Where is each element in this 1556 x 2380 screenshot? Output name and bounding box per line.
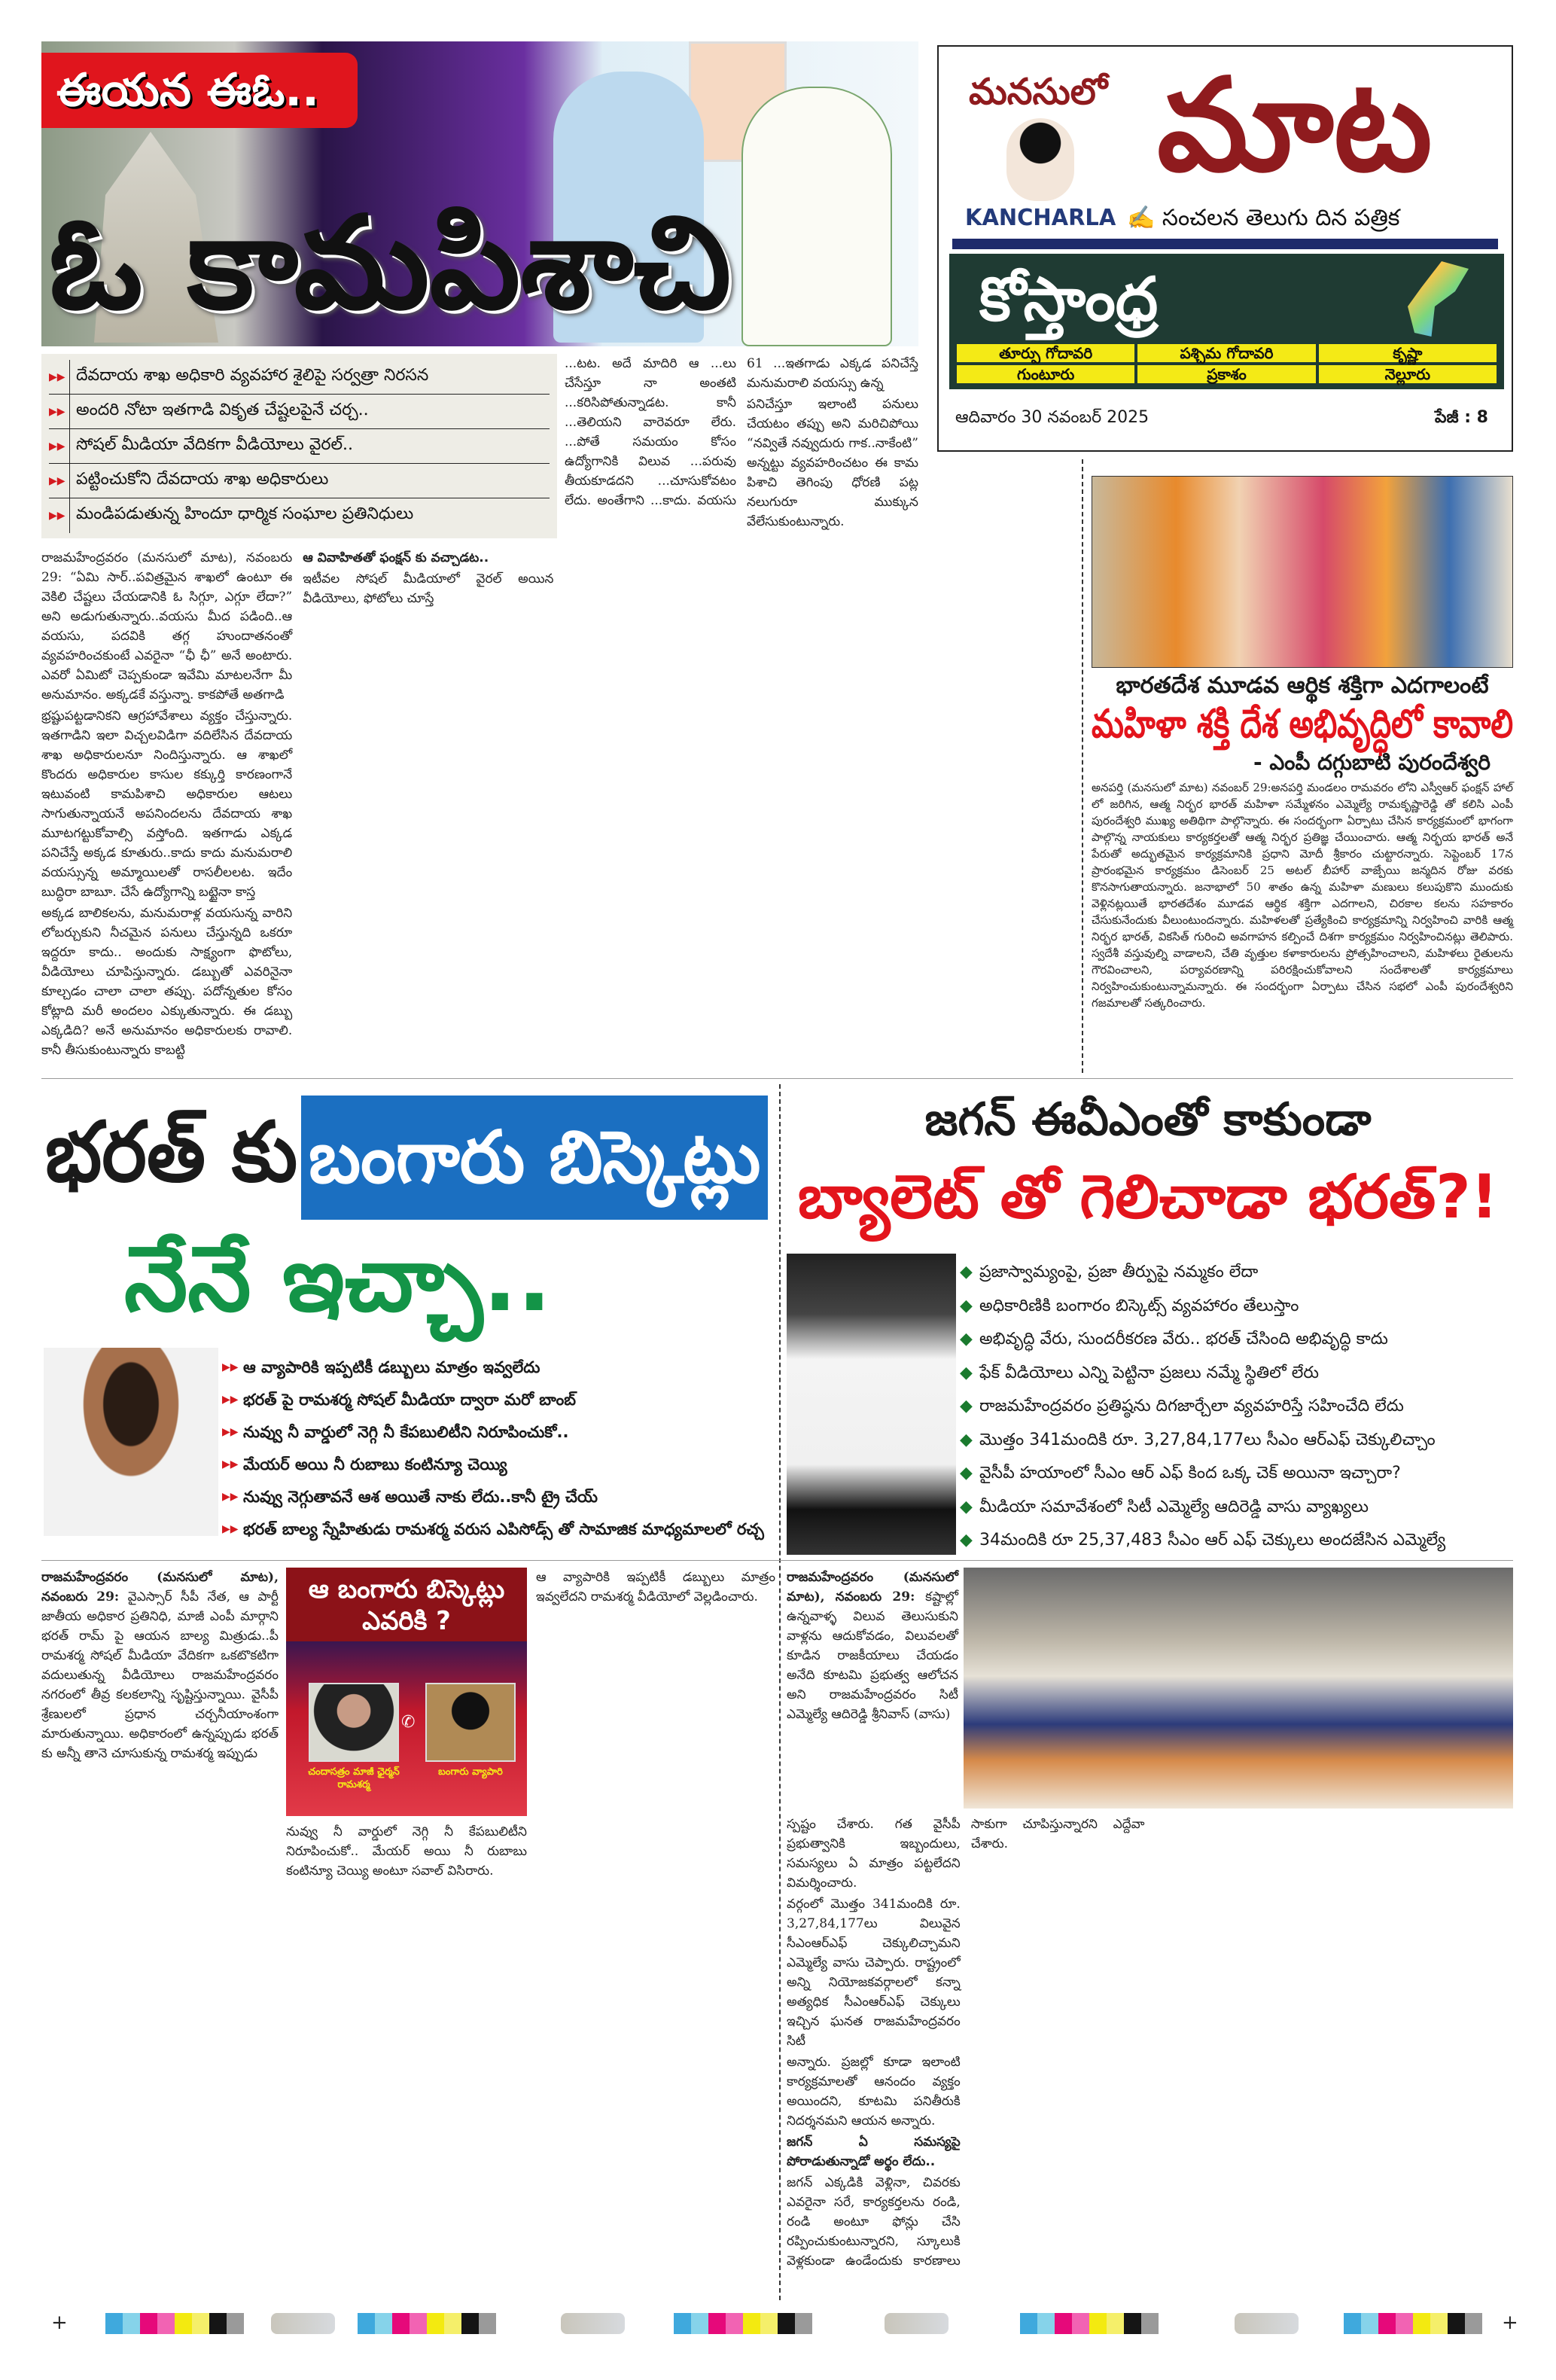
person-photo (44, 1348, 218, 1536)
color-bar (674, 2313, 812, 2334)
caption-right: బంగారు వ్యాపారి (438, 1766, 503, 1778)
highlight-text (70, 435, 550, 458)
story3-body-col2 (286, 1822, 527, 2294)
color-swatch (1396, 2313, 1413, 2334)
district-label (1137, 365, 1315, 383)
highlight-text-line: మేయర్ అయి నీ రుబాబు కంటిన్యూ చెయ్యి (243, 1455, 507, 1473)
color-swatch (375, 2313, 392, 2334)
color-swatch (1020, 2313, 1037, 2334)
district-label-line: గుంటూరు (1017, 365, 1075, 383)
color-swatch (674, 2313, 691, 2334)
story3-body-col1 (41, 1568, 279, 2294)
mla-press-photo (787, 1254, 956, 1555)
district-label-line: ప్రకాశం (1207, 365, 1247, 383)
district-label-line: తూర్పు గోదావరి (999, 344, 1093, 362)
color-swatch (1089, 2313, 1107, 2334)
highlight-text (70, 470, 550, 492)
color-swatch (444, 2313, 461, 2334)
diamond-bullet-icon: ◆ (960, 1296, 973, 1315)
story3-highlights (222, 1352, 775, 1546)
district-label-line: కృష్ణా (1393, 344, 1423, 362)
story4-body (787, 1815, 1513, 2296)
story2-headline (1092, 700, 1513, 748)
story3-headline-box (301, 1096, 768, 1220)
highlight-item (222, 1416, 775, 1449)
district-label (1319, 365, 1497, 383)
color-swatch (778, 2313, 795, 2334)
article-paragraph (787, 1568, 958, 1724)
highlight-text-line: పట్టించుకోని దేవదాయ శాఖ అధికారులు (76, 469, 329, 489)
color-swatch (105, 2313, 123, 2334)
district-label-line: నెల్లూరు (1384, 365, 1430, 383)
story4-headline (783, 1152, 1513, 1242)
double-arrow-icon: ▶▶ (222, 1491, 239, 1503)
lead-story-illustration (41, 41, 918, 346)
region-map-icon (1401, 261, 1469, 337)
ramasarma-photo (309, 1683, 399, 1762)
highlight-item (960, 1323, 1513, 1357)
edition-title-line: కోస్తాంధ్ర (979, 264, 1159, 334)
highlight-text (979, 1524, 1513, 1558)
color-swatch (1413, 2313, 1430, 2334)
color-swatch (427, 2313, 444, 2334)
section-divider (41, 1078, 1513, 1079)
dateline: రాజమహేంద్రవరం (మనసులో మాట), నవంబరు 29: (787, 1570, 958, 1604)
color-bar (105, 2313, 244, 2334)
story3-body-col3 (536, 1568, 775, 2294)
article-paragraph (41, 1568, 279, 1763)
highlight-text-line: అధికారిణికి బంగారం బిస్కెట్స్ వ్యవహారం తేలుస్తాం (979, 1296, 1299, 1315)
column-divider (1082, 459, 1083, 1073)
phone-call-graphic (286, 1641, 527, 1816)
gray-patch (561, 2313, 625, 2334)
double-arrow-icon: ▶▶ (49, 360, 70, 394)
color-swatch (760, 2313, 778, 2334)
highlight-text-line: నువ్వు నెగ్గుతావనే ఆశ అయితే నాకు లేదు..కానీ ట్రై చేయ్ (243, 1488, 598, 1506)
masthead-rule (952, 239, 1498, 249)
masthead (937, 45, 1513, 452)
article-paragraph: ఇటీవల సోషల్ మీడియాలో వైరల్ అయిన వీడియోలు, ఫోటోలు చూస్తే (303, 571, 554, 606)
article-subhead: ఆ వివాహితతో ఫంక్షన్ కు వచ్చాడట.. (303, 550, 489, 565)
tagline (1127, 205, 1503, 232)
diamond-bullet-icon: ◆ (960, 1531, 973, 1550)
highlight-text-line: ఆ వ్యాపారికి ఇప్పటికీ డబ్బులు మాత్రం ఇవ్వలేదు (243, 1358, 540, 1376)
highlight-text-line: ఫేక్ వీడియోలు ఎన్ని పెట్టినా ప్రజలు నమ్మే స్థితిలో లేరు (979, 1363, 1320, 1382)
color-swatch (1430, 2313, 1448, 2334)
brand-name (965, 205, 1116, 232)
highlight-item (49, 464, 550, 498)
highlight-item (222, 1513, 775, 1546)
color-swatch (1378, 2313, 1396, 2334)
cheque-distribution-photo (964, 1568, 1513, 1809)
highlight-text (70, 504, 550, 527)
color-swatch (743, 2313, 760, 2334)
double-arrow-icon: ▶▶ (49, 464, 70, 498)
double-arrow-icon: ▶▶ (222, 1426, 239, 1438)
color-swatch (726, 2313, 743, 2334)
highlight-text (70, 366, 550, 389)
issue-date (955, 408, 1294, 431)
inset-title: ఆ బంగారు బిస్కెట్లు ఎవరికి ? (286, 1568, 527, 1641)
color-swatch (1361, 2313, 1378, 2334)
color-bar (1344, 2313, 1482, 2334)
lead-kicker-line: ఈయన ఈఓ.. (56, 64, 319, 117)
highlight-text (979, 1457, 1513, 1491)
crop-mark-icon: + (51, 2311, 68, 2334)
color-bar (1020, 2313, 1159, 2334)
double-arrow-icon: ▶▶ (222, 1523, 239, 1535)
gray-patch (885, 2313, 949, 2334)
highlight-item (960, 1256, 1513, 1290)
story4-kicker-line: జగన్ ఈవీఎంతో కాకుండా (924, 1093, 1372, 1146)
diamond-bullet-icon: ◆ (960, 1497, 973, 1516)
highlight-item (222, 1481, 775, 1513)
color-swatch (1124, 2313, 1141, 2334)
color-swatch (1055, 2313, 1072, 2334)
newspaper-title (1157, 51, 1503, 200)
district-label (1137, 344, 1315, 362)
article-paragraph: ...టట. అదే మాదిరి ఆ ...లు చేసేస్తూ నా అంతటి ...కరిసిపోతున్నాడట. కానీ ...తెలియని వారెవరూ లేరు. ...పోతే సమయం కోసం ఉద్యోగానికి విలువ ...పరువు తీయకూడదని ...చూసుకోవటం లేదు. అంతేగాని ...కాదు. వయసు 61 ...ఇతగాడు ఎక్కడ పనిచేస్తే మనుమరాలి వయస్సు ఉన్న (565, 356, 918, 508)
color-swatch (708, 2313, 726, 2334)
highlight-text (243, 1416, 775, 1449)
color-swatch (1037, 2313, 1055, 2334)
color-swatch (358, 2313, 375, 2334)
highlight-text (243, 1513, 775, 1546)
article-paragraph: రాజమహేంద్రవరం (మనసులో మాట), నవంబరు 29: “ఏమి సార్..పవిత్రమైన శాఖలో ఉంటూ ఈ వెకిలి చేష్టలు చేయడానికి ఓ సిగ్గూ, ఎగ్గూ లేదా?” అని అడుగుతున్నారు..వయసు మీద పడింది..ఆ వయసు, పదవికి తగ్గ హుందాతనంతో వ్యవహరించకుంటే ఎవరైనా “ఛీ ఛీ” అనే అంటారు. ఎవరో ఏమిటో చెప్పకుండా ఇవేమి మాటలనేగా మీ అనుమానం. అక్కడకే వస్తున్నా. కాకపోతే అతగాడి (41, 550, 293, 702)
article-paragraph: అక్కడ బాలికలను, మనుమరాళ్ల వయసున్న వారిని లోబర్చుకుని నీచమైన పనులు చేస్తున్నది ఒకరూ ఇద్దరూ కాదు.. అందుకు సాక్ష్యంగా ఫొటోలు, వీడియోలు చూపిస్తున్నారు. డబ్బుతో ఎవరినైనా కూల్చడం చాలా చాలా తప్పు. పదోన్నతుల కోసం కోట్లాది మరీ అందలం ఎక్కుతున్నారు. ఈ డబ్బు ఎక్కడిది? అనే అనుమానం అధికారులకు రావాలి. కానీ తీసుకుంటున్నారు కాబట్టి (41, 906, 293, 1058)
district-label-line: పశ్చిమ గోదావరి (1180, 344, 1274, 362)
article-paragraph: జగన్ ఎక్కడికి వెళ్లినా, చివరకు ఎవరైనా సరే, కార్యకర్తలను రండి, రండి అంటూ ఫోన్లు చేసి రప్పించుకుంటున్నారని, స్కూలుకి వెళ్లకుండా ఉండేందుకు కారణాలు సాకుగా చూపిస్తున్నారని ఎద్దేవా చేశారు. (787, 1817, 1145, 2269)
color-bar (358, 2313, 496, 2334)
pen-icon: ✍ (1127, 205, 1162, 231)
double-arrow-icon: ▶▶ (49, 429, 70, 463)
color-swatch (1344, 2313, 1361, 2334)
story2-kicker-line: భారతదేశ మూడవ ఆర్థిక శక్తిగా ఎదగాలంటే (1116, 672, 1489, 699)
highlight-text (979, 1290, 1513, 1324)
gray-patch (1235, 2313, 1299, 2334)
column-divider (779, 1084, 781, 2300)
highlight-text-line: భరత్ పై రామశర్మ సోషల్ మీడియా ద్వారా మరో బాంబ్ (243, 1391, 576, 1409)
edition-title (979, 260, 1393, 339)
color-swatch (209, 2313, 227, 2334)
page-number (1360, 408, 1488, 431)
tagline-text: సంచలన తెలుగు దిన పత్రిక (1162, 205, 1400, 231)
article-paragraph: ఆ వ్యాపారికి ఇప్పటికీ డబ్బులు మాత్రం ఇవ్వలేదని రామశర్మ వీడియోలో వెల్లడించారు. (536, 1570, 775, 1604)
article-paragraph: అన్నారు. ప్రజల్లో కూడా ఇలాంటి కార్యక్రమాలతో ఆనందం వ్యక్తం అయిందని, కూటమి పనితీరుకి నిదర్శనమని ఆయన అన్నారు. (787, 2055, 961, 2129)
lead-highlights (41, 354, 557, 538)
highlight-item (960, 1524, 1513, 1558)
article-paragraph: నువ్వు నీ వార్డులో నెగ్గి నీ కేపబులిటీని నిరూపించుకో.. మేయర్ అయి నీ రుబాబు కంటిన్యూ చెయ్యి అంటూ సవాల్ విసిరారు. (286, 1824, 527, 1879)
color-swatch (157, 2313, 175, 2334)
story4-lead (787, 1568, 958, 1752)
highlight-text (243, 1481, 775, 1513)
edition-banner (949, 254, 1504, 389)
highlight-text (979, 1424, 1513, 1458)
highlight-item (222, 1384, 775, 1416)
diamond-bullet-icon: ◆ (960, 1397, 973, 1416)
color-swatch (392, 2313, 410, 2334)
double-arrow-icon: ▶▶ (222, 1458, 239, 1470)
highlight-item (960, 1457, 1513, 1491)
lead-headline (49, 184, 907, 343)
lead-story-continuation (565, 354, 918, 542)
highlight-item (49, 498, 550, 533)
color-swatch (1107, 2313, 1124, 2334)
color-swatch (1072, 2313, 1089, 2334)
color-swatch (461, 2313, 479, 2334)
highlight-text-line: మండిపడుతున్న హిందూ ధార్మిక సంఘాల ప్రతినిధులు (76, 504, 414, 523)
highlight-item (960, 1424, 1513, 1458)
color-swatch (1448, 2313, 1465, 2334)
story3-headline-box-line: బంగారు బిస్కెట్లు (309, 1115, 761, 1199)
highlight-text (979, 1491, 1513, 1525)
color-swatch (175, 2313, 192, 2334)
highlight-item (222, 1352, 775, 1384)
story4-headline-line: బ్యాలెట్ తో గెలిచాడా భరత్?! (797, 1162, 1499, 1232)
color-swatch (227, 2313, 244, 2334)
highlight-text-line: రాజమహేంద్రవరం ప్రతిష్ఠను దిగజార్చేలా వ్యవహరిస్తే సహించేది లేదు (979, 1397, 1404, 1416)
highlight-item (49, 395, 550, 429)
lead-story-body (41, 548, 1076, 1071)
highlight-text-line: భరత్ బాల్య స్నేహితుడు రామశర్మ వరుస ఎపిసోడ్స్ తో సామాజిక మాధ్యమాలలో రచ్చ (243, 1520, 764, 1538)
color-swatch (123, 2313, 140, 2334)
highlight-text-line: మీడియా సమావేశంలో సిటీ ఎమ్మెల్యే ఆదిరెడ్డి వాసు వ్యాఖ్యలు (979, 1497, 1369, 1516)
lead-kicker (41, 53, 358, 128)
highlight-text (243, 1352, 775, 1384)
double-arrow-icon: ▶▶ (49, 498, 70, 533)
diamond-bullet-icon: ◆ (960, 1464, 973, 1483)
color-swatch (410, 2313, 427, 2334)
story3-headline-green (124, 1216, 772, 1344)
highlight-text-line: సోషల్ మీడియా వేదికగా వీడియోలు వైరల్.. (76, 434, 354, 454)
diamond-bullet-icon: ◆ (960, 1430, 973, 1449)
diamond-bullet-icon: ◆ (960, 1363, 973, 1382)
paragraph-text: కష్టాల్లో ఉన్నవాళ్ళ విలువ తెలుసుకుని వాళ్లను ఆదుకోవడం, విలువలతో కూడిన రాజకీయాలు చేయడం అనేది కూటమి ప్రభుత్వ ఆలోచన అని రాజమహేంద్రవరం సిటీ ఎమ్మెల్యే ఆదిరెడ్డి శ్రీనివాస్ (వాసు) (787, 1589, 958, 1722)
highlight-text-line: దేవదాయ శాఖ అధికారి వ్యవహార శైలిపై సర్వత్రా నిరసన (76, 365, 429, 385)
highlight-text-line: ప్రజాస్వామ్యంపై, ప్రజా తీర్పుపై నమ్మకం లేదా (979, 1263, 1259, 1281)
masthead-subtitle (969, 69, 1149, 114)
phone-icon: ✆ (401, 1713, 416, 1732)
gray-patch (271, 2313, 335, 2334)
color-swatch (691, 2313, 708, 2334)
double-arrow-icon: ▶▶ (222, 1394, 239, 1406)
page-number-line: పేజీ : 8 (1434, 408, 1488, 427)
story2-headline-line: మహిళా శక్తి దేశ అభివృద్ధిలో కావాలి (1092, 702, 1514, 747)
story4-columns (787, 1815, 1513, 2296)
crop-mark-icon: + (1502, 2311, 1518, 2334)
story2-body: అనపర్తి (మనసులో మాట) నవంబర్ 29:అనపర్తి మండలం రామవరం లోని ఎస్వీఆర్ ఫంక్షన్ హాల్ లో జరిగిన, ఆత్మ నిర్భర భారత్ మహిళా సమ్మేళనం ఎమ్మెల్యే రామకృష్ణారెడ్డి తో కలిసి ఎంపీ పురందేశ్వరి ముఖ్య అతిథిగా పాల్గొన్నారు. ఈ సందర్భంగా ఏర్పాటు చేసిన కార్యక్రమంలో భాగంగా పాల్గొన్న నాయకులు కార్యకర్తలతో ఆత్మ నిర్భర ప్రతిజ్ఞ చేయించారు. ఆత్మ నిర్భయ భారత్ అనే పేరుతో అద్భుతమైన కార్యక్రమానికి ప్రధాని మోదీ శ్రీకారం చుట్టారన్నారు. సెప్టెంబర్ 17న ప్రారంభమైన కార్యక్రమం డిసెంబర్ 25 అటల్ బీహార్ వాజ్పేయి జన్మదిన రోజు వరకు కొనసాగుతాయన్నారు. జనాభాలో 50 శాతం ఉన్న మహిళా మణులు కలుపుకొని ముందుకు వెళ్లినట్లయితే భారతదేశం మూడవ ఆర్థిక శక్తిగా ఎదగాలని, చిరకాల కలను సహకారం చేసుకునేందుకు వీలుంటుందన్నారు. మహిళలతో ప్రత్యేకించి కార్యక్రమాన్ని నిర్వహించి వారికి ఆత్మ నిర్భర భారత్, వికసిత్ గురించి అవగాహన కల్పించే దిశగా కార్యక్రమం నిర్వహించినట్లు తెలిపారు. స్వదేశీ వస్తువుల్ని వాడాలని, చేతి వృత్తుల కళాకారులను ప్రోత్సహించాలని, మహిళలు రైతులను గౌరవించాలని, పర్యావరణాన్ని పరిరక్షించుకోవాలని సందేశాలతో కార్యక్రమాలు నిర్వహించుకుంటున్నామన్నారు. ఈ సందర్భంగా ఏర్పాటు చేసిన సభలో ఎంపీ పురందేశ్వరిని గజమాలతో సత్కరించారు. (1092, 781, 1513, 1010)
highlight-text (243, 1384, 775, 1416)
story2-kicker (1092, 672, 1513, 700)
highlight-item (49, 360, 550, 395)
brand-name-line: KANCHARLA (965, 205, 1116, 231)
double-arrow-icon: ▶▶ (49, 395, 70, 428)
highlight-item (960, 1390, 1513, 1424)
story4-highlights (960, 1256, 1513, 1558)
district-label (957, 344, 1134, 362)
highlight-text-line: వైసీపీ హయాంలో సీఎం ఆర్ ఎఫ్ కింద ఒక్క చెక్ అయినా ఇచ్చారా? (979, 1464, 1401, 1483)
caption-left: చందాసత్రం మాజీ ఛైర్మన్ రామశర్మ (308, 1766, 400, 1790)
color-swatch (140, 2313, 157, 2334)
highlight-text (979, 1357, 1513, 1391)
color-swatch (795, 2313, 812, 2334)
highlight-item (222, 1449, 775, 1481)
diamond-bullet-icon: ◆ (960, 1263, 973, 1281)
issue-date-line: ఆదివారం 30 నవంబర్ 2025 (955, 408, 1149, 427)
highlight-text (70, 401, 550, 423)
highlight-text (243, 1449, 775, 1481)
dateline: రాజమహేంద్రవరం (మనసులో మాట), నవంబరు 29: (41, 1570, 279, 1604)
highlight-text (979, 1323, 1513, 1357)
story4-kicker (783, 1088, 1513, 1152)
highlight-text-line: అభివృద్ధి వేరు, సుందరీకరణ వేరు.. భరత్ చేసింది అభివృద్ధి కాదు (979, 1330, 1388, 1348)
district-grid (957, 344, 1497, 383)
highlight-text-line: మొత్తం 341మందికి రూ. 3,27,84,177లు సీఎం ఆర్ఎఫ్ చెక్కులిచ్చాం (979, 1430, 1436, 1449)
diamond-bullet-icon: ◆ (960, 1330, 973, 1348)
event-photo (1092, 476, 1513, 668)
highlight-item (960, 1290, 1513, 1324)
highlight-item (960, 1357, 1513, 1391)
section-divider (41, 1560, 1513, 1561)
masthead-subtitle-line: మనసులో (969, 71, 1108, 113)
highlight-text-line: అందరి నోటా ఇతగాడి వికృత చేష్టలపైనే చర్చ.. (76, 400, 369, 419)
newspaper-title-line: మాట (1157, 51, 1433, 200)
highlight-text-line: నువ్వు నీ వార్డులో నెగ్గి నీ కేపబులిటీని నిరూపించుకో.. (243, 1423, 569, 1441)
article-paragraph: వర్గంలో మొత్తం 341మందికి రూ. 3,27,84,177లు విలువైన సీఎంఆర్ఎఫ్ చెక్కులిచ్చామని ఎమ్మెల్యే వాసు చెప్పారు. రాష్ట్రంలో అన్ని నియోజకవర్గాలలో కన్నా అత్యధిక సీఎంఆర్ఎఫ్ చెక్కులు ఇచ్చిన ఘనత రాజమహేంద్రవరం సిటీ (787, 1897, 961, 2049)
article-subhead: జగన్ ఏ సమస్యపై పోరాడుతున్నాడో అర్థం లేదు.. (787, 2135, 961, 2169)
color-swatch (1141, 2313, 1159, 2334)
silhouette-photo (425, 1683, 516, 1762)
highlight-text (979, 1390, 1513, 1424)
paragraph-text: వైఎస్సార్ సీపీ నేత, ఆ పార్టీ జాతీయ అధికార ప్రతినిధి, మాజీ ఎంపీ మార్గాని భరత్ రామ్ పై ఆయన బాల్య మిత్రుడు..పీ రామశర్మ సోషల్ మీడియా వేదికగా ఒకటొకటిగా వదులుతున్న వీడియోలు రాజమహేంద్రవరం నగరంలో తీవ్ర కలకలాన్ని సృష్టిస్తున్నాయి. వైసీపీ శ్రేణులలో ప్రధాన చర్చనీయాంశంగా మారుతున్నాయి. అధికారంలో ఉన్నప్పుడు భరత్ కు అన్నీ తానె చూసుకున్న రామశర్మ ఇప్పుడు (41, 1589, 279, 1761)
highlight-text (979, 1256, 1513, 1290)
highlight-text-line: 34మందికి రూ 25,37,483 సీఎం ఆర్ ఎఫ్ చెక్కులు అందజేసిన ఎమ్మెల్యే (979, 1531, 1446, 1550)
double-arrow-icon: ▶▶ (222, 1361, 239, 1373)
inset-graphic (286, 1568, 527, 1816)
story3-headline-green-line: నేనే ఇచ్చా.. (124, 1227, 552, 1332)
district-label (1319, 344, 1497, 362)
highlight-item (49, 429, 550, 464)
color-swatch (1465, 2313, 1482, 2334)
story2-byline-line: - ఎంపీ దగ్గుబాటి పురందేశ్వరి (1253, 750, 1491, 775)
highlight-item (960, 1491, 1513, 1525)
article-paragraph: భ్రష్టుపట్టడానికని ఆగ్రహావేశాలు వ్యక్తం చేస్తున్నారు. ఇతగాడిని ఇలా విచ్చలవిడిగా వదిలేసిన దేవదాయ శాఖ అధికారులనూ నిందిస్తున్నారు. ఆ శాఖలో కొందరు అధికారుల కాసుల కక్కుర్తి కారణంగానే ఇటువంటి కామపిశాచి అధికారుల ఆటలు సాగుతున్నాయనే అపనిందలను దేవదాయ శాఖ మూటగట్టుకోవాల్సి వస్తోంది. ఇతగాడు ఎక్కడ పనిచేస్తే అక్కడ కూతురు..కాదు కాదు మనుమరాలి వయస్సున్న అమ్మాయిలతో రాసలీలలట. ఇదేం బుద్ధిరా బాబూ. చేసే ఉద్యోగాన్ని బట్టైనా కాస్త (41, 709, 293, 900)
district-label (957, 365, 1134, 383)
article-paragraph: స్పష్టం చేశారు. గత వైసీపీ ప్రభుత్వానికి ఇబ్బందులు, సమస్యలు ఏ మాత్రం పట్టలేదని విమర్శించారు. (787, 1817, 961, 1891)
lead-headline-line: ఓ కామపిశాచి (49, 189, 732, 338)
story2-byline (1092, 749, 1513, 776)
color-swatch (192, 2313, 209, 2334)
color-swatch (479, 2313, 496, 2334)
founder-portrait (1006, 118, 1074, 201)
story3-headline-black (45, 1092, 297, 1212)
article-paragraph: పనిచేస్తూ ఇలాంటి పనులు చేయటం తప్పు అని మరిచిపోయి “నవ్వితే నవ్వుదురు గాక..నాకేంటి” అన్నట్టు వ్యవహరించటం ఈ కామ పిశాచి తెగింపు ధోరణి పట్ల నలుగురూ ముక్కున వేలేసుకుంటున్నారు. (747, 397, 918, 529)
story3-headline-black-line: భరత్ కు (45, 1104, 298, 1200)
